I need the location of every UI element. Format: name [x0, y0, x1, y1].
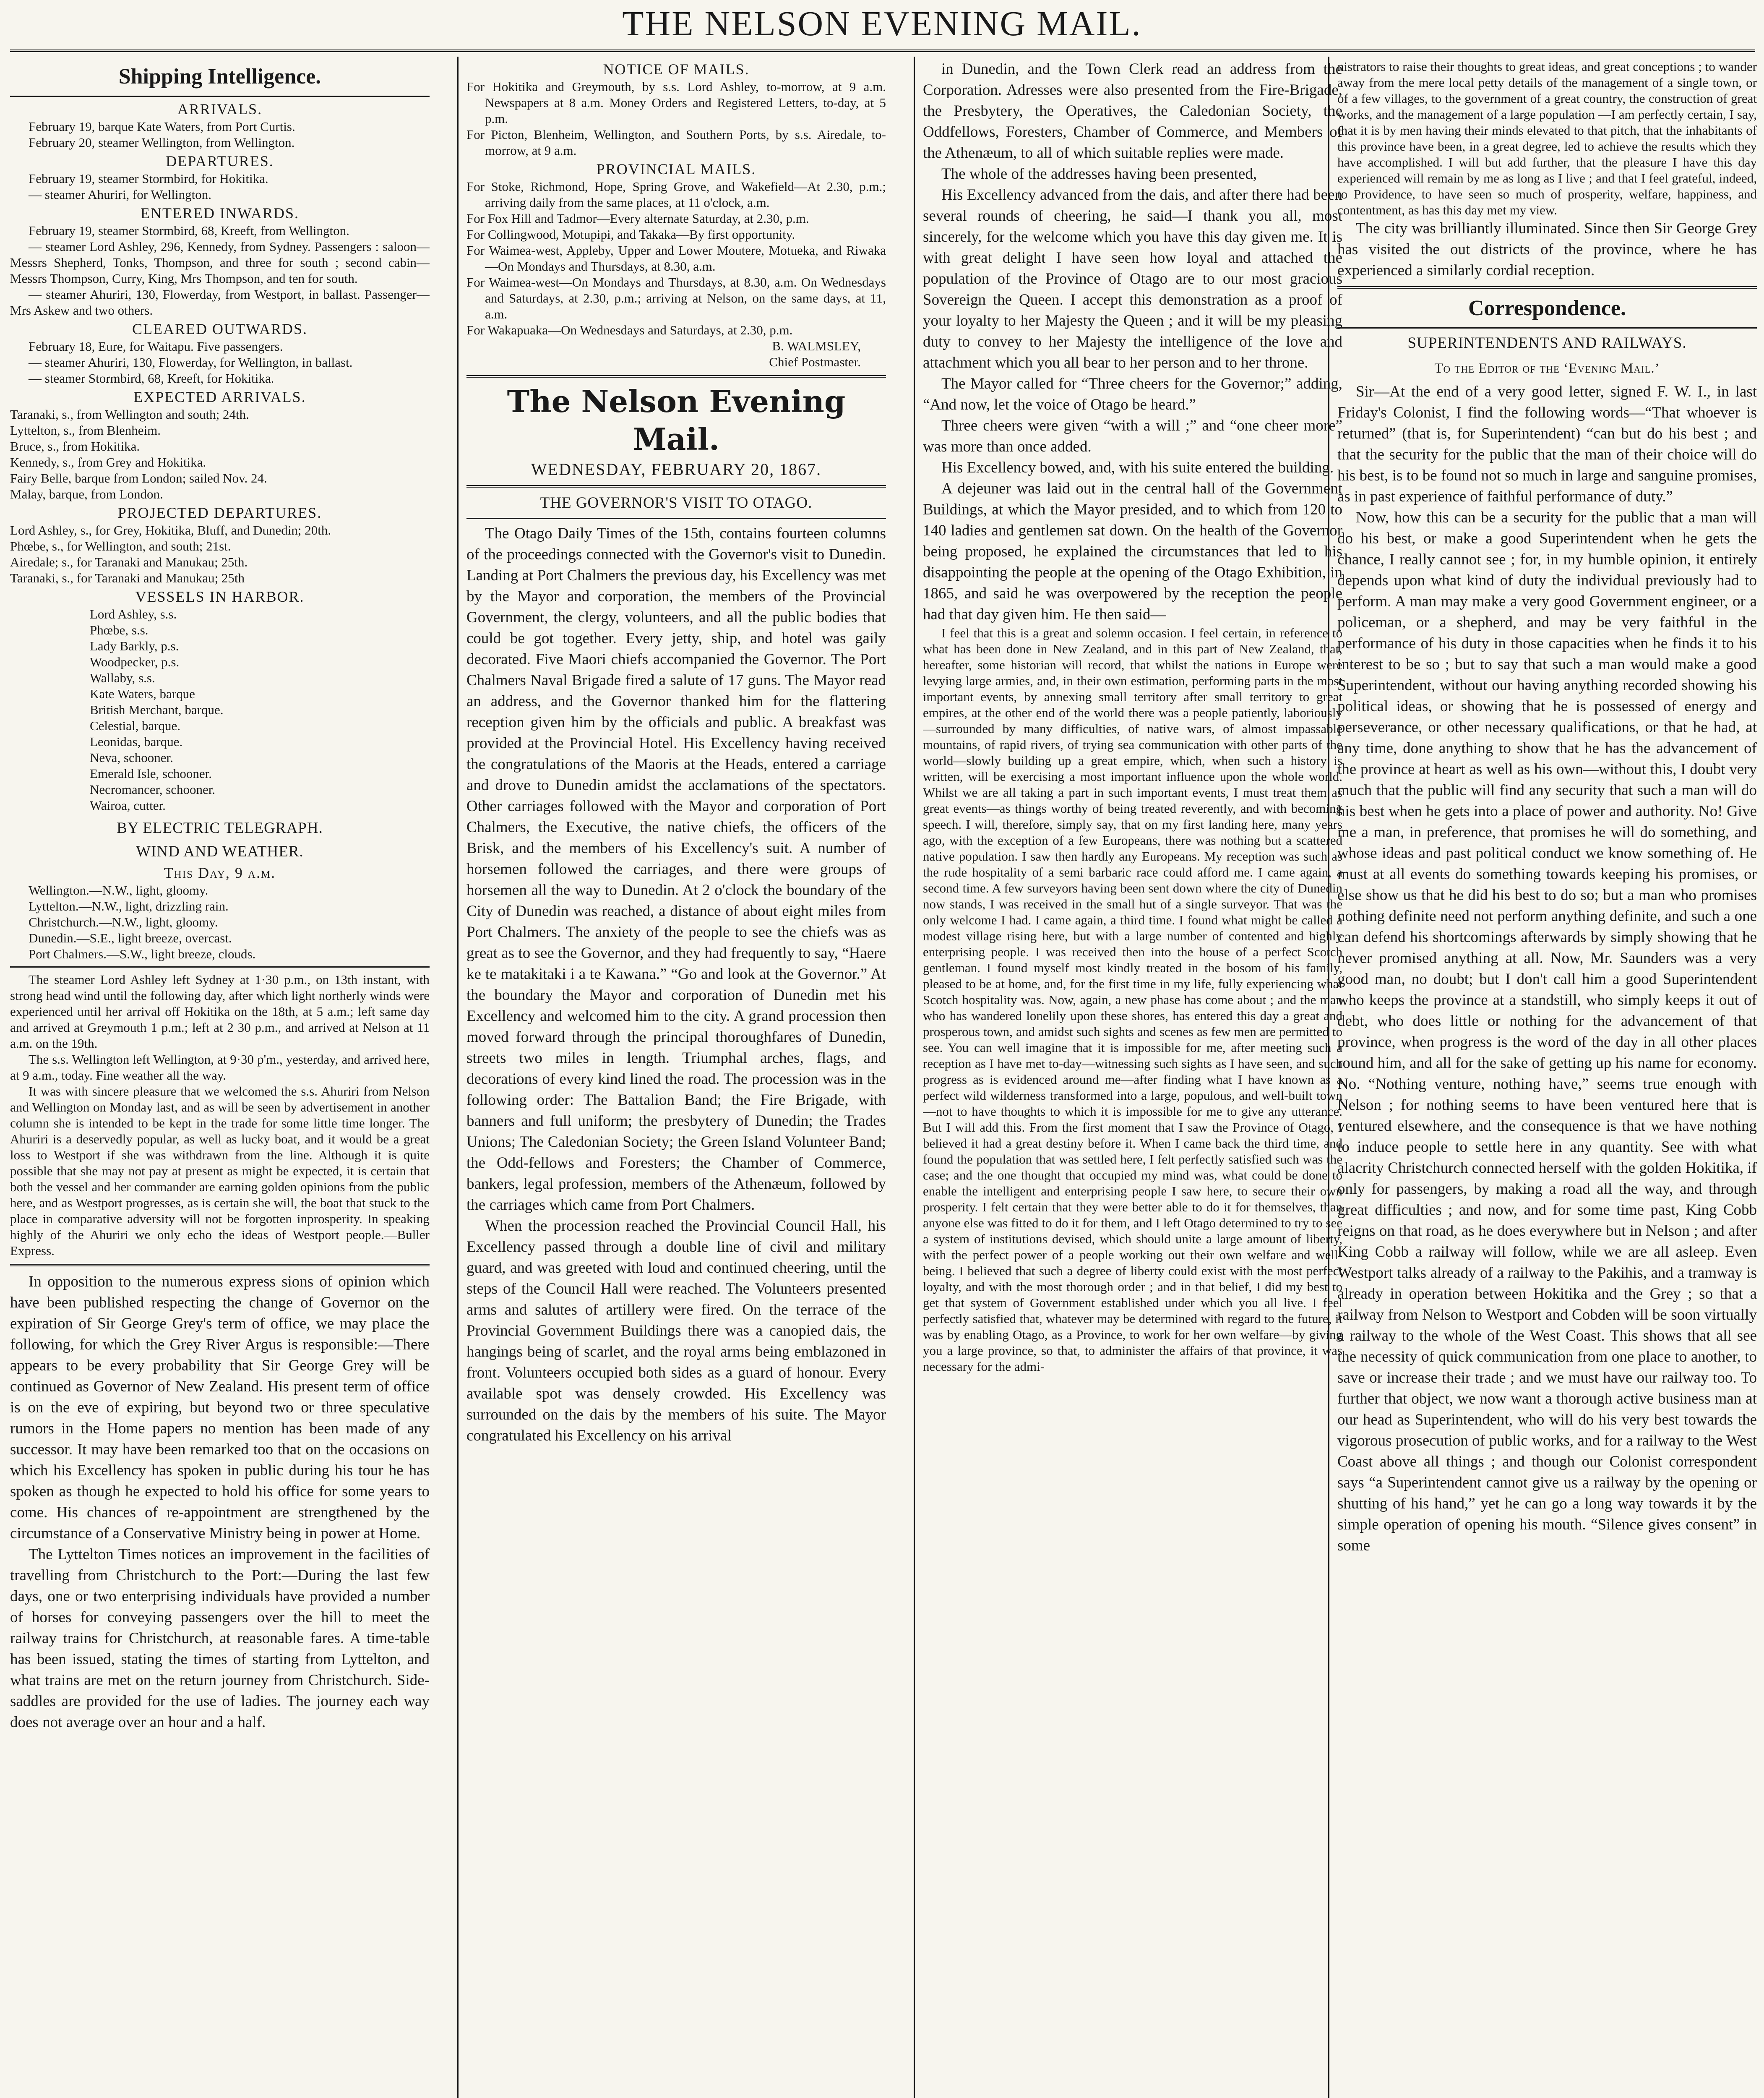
- letter-paragraph: Sir—At the end of a very good letter, signed F. W. I., in last Friday's Colonist, I find the following words—“That whoever is returned” (that is, for Superintendent) “can but do his best ; and that the security for the public that the man of their choice will do his best, is to be found not so much in large and sanguine promises, as in past experience of faithful performance of duty.”: [1337, 383, 1757, 505]
- mail-entry: For Picton, Blenheim, Wellington, and Southern Ports, by s.s. Airedale, to-morrow, at 9 a.m.: [466, 127, 886, 158]
- telegraph-title: BY ELECTRIC TELEGRAPH.: [117, 819, 323, 837]
- weather-date: This Day, 9 a.m.: [164, 864, 276, 881]
- article-paragraph: The city was brilliantly illuminated. Since then Sir George Grey has visited the out districts of the province, where he has experienced a similarly cordial reception.: [1337, 220, 1757, 279]
- expected-title: EXPECTED ARRIVALS.: [133, 389, 306, 405]
- expected-entry: Fairy Belle, barque from London; sailed Nov. 24.: [10, 471, 267, 485]
- provincial-entry: For Fox Hill and Tadmor—Every alternate Saturday, at 2.30, p.m.: [466, 211, 809, 226]
- vessel-item: Lord Ashley, s.s.: [90, 607, 177, 621]
- cleared-title: CLEARED OUTWARDS.: [132, 321, 307, 337]
- arrivals-title: ARRIVALS.: [177, 101, 263, 117]
- weather-entry: Wellington.—N.W., light, gloomy.: [29, 883, 208, 898]
- signature-name: B. WALMSLEY,: [772, 339, 861, 353]
- masthead-rule: [10, 50, 1755, 52]
- projected-entry: Lord Ashley, s., for Grey, Hokitika, Bluff, and Dunedin; 20th.: [10, 523, 331, 538]
- article-paragraph: The Lyttelton Times notices an improvement in the facilities of travelling from Christchurch to the Port:—During the last few days, one or two enterprising individuals have provided a number of horses for conveying passengers over the hill to meet the railway trains for Christchurch, at reasonable fares. A time-table has been issued, stating the times of starting from Lyttelton, and what trains are met on the return journey from Christchurch. Side-saddles are provided for the use of ladies. The journey each way does not average over an hour and a half.: [10, 1546, 430, 1731]
- notice-of-mails: [466, 61, 886, 370]
- expected-entry: Kennedy, s., from Grey and Hokitika.: [10, 455, 206, 470]
- article-paragraph: His Excellency bowed, and, with his suite entered the building.: [941, 459, 1334, 476]
- letter-title: SUPERINTENDENTS AND RAILWAYS.: [1407, 334, 1687, 352]
- vessel-item: Necromancer, schooner.: [90, 782, 216, 797]
- to-editor: To the Editor of the ‘Evening Mail.’: [1434, 361, 1660, 376]
- expected-entry: Taranaki, s., from Wellington and south; 24th.: [10, 407, 249, 422]
- rule: [10, 966, 430, 968]
- governor-speech-continued: nistrators to raise their thoughts to great ideas, and great conceptions ; to wander away from the mere local petty details of the management of a single town, or of a few villages, to the government of a great country, the construction of great works, and the management of a large population —I am perfectly certain, I say, that it is by men having their minds elevated to that pitch, that the inhabitants of this province have been, in a great degree, led to achieve the results which they have accomplished. I will but add further, that the pleasure I have this day experienced will remain by me as long as I live ; and that I feel grateful, indeed, to Providence, to have seen so much of prosperity, welfare, happiness, and contentment, as has this day met my view.: [1337, 59, 1757, 217]
- vessel-item: Lady Barkly, p.s.: [90, 639, 179, 653]
- correspondence-heading: Correspondence.: [1468, 296, 1626, 320]
- vessel-item: Celestial, barque.: [90, 718, 181, 733]
- column-divider: [914, 57, 915, 2098]
- cleared-entry: February 18, Eure, for Waitapu. Five passengers.: [29, 339, 283, 354]
- provincial-entry: For Waimea-west, Appleby, Upper and Lower Moutere, Motueka, and Riwaka—On Mondays and Thursdays, at 8.30, a.m.: [466, 243, 886, 274]
- departures-title: DEPARTURES.: [166, 153, 274, 170]
- mails-title: NOTICE OF MAILS.: [603, 61, 750, 78]
- departure-entry: February 19, steamer Stormbird, for Hokitika.: [29, 171, 268, 186]
- provincial-entry: For Waimea-west—On Mondays and Thursdays, at 8.30, a.m. On Wednesdays and Saturdays, at 2.30, p.m.; arriving at Nelson, on the same days, at 11, a.m.: [466, 275, 886, 321]
- provincial-entry: For Stoke, Richmond, Hope, Spring Grove, and Wakefield—At 2.30, p.m.; arriving daily from the same places, at 11 o'clock, a.m.: [466, 179, 886, 210]
- entered-entry: — steamer Ahuriri, 130, Flowerday, from Westport, in ballast. Passenger—Mrs Askew and two others.: [10, 287, 430, 318]
- vessel-item: Neva, schooner.: [90, 750, 173, 765]
- expected-entry: Lyttelton, s., from Blenheim.: [10, 423, 161, 438]
- weather-entry: Christchurch.—N.W., light, gloomy.: [29, 915, 218, 929]
- letter-paragraph: Now, how this can be a security for the public that a man will do his best, or make a good Superintendent when he gets the chance, I really cannot see ; for, in my humble opinion, it entirely depends upon what kind of duty the individual previously had to perform. A man may make a very good Government engineer, or a policeman, or a shepherd, and may be very faithful in the performance of his duty in those capacities when he finds it to his interest to be so ; but to say that such a man would make a good Superintendent, without our having anything recorded showing his political ideas, or showing that he is possessed of energy and perseverance, or other necessary qualifications, or that he had, at any time, done anything to show that he has the advancement of the province at heart as well as his own—without this, I doubt very much that the public will find any security that such a man will do his best when he gets into a place of power and authority. No! Give me a man, in preference, that promises he will do something, and whose ideas and past political conduct we know something of. He must at all events do something towards keeping his promises, or else show us that he did his best to do so; but a man who promises nothing definite need not perform anything definite, and such a one can defend his shortcomings afterwards by simply showing that he never promised anything at all. Now, Mr. Saunders was a very good man, no doubt; but I don't call him a good Superintendent who keeps the province at a standstill, who simply keeps it out of debt, who does little or nothing for the advancement of that province, when progress is the word of the day in all other places round him, and all for the sake of getting up his name for economy. No. “Nothing venture, nothing have,” seems true enough with Nelson ; for nothing seems to have been ventured here that is ventured elsewhere, and the consequence is that we have nothing to induce people to settle here in any quantity. See with what alacrity Christchurch connected herself with the golden Hokitika, if only for passengers, by making a road all the way, and through great difficulties ; and now, and for some time past, King Cobb reigns on that road, as he does everywhere but in Nelson ; and after King Cobb a railway will follow, while we are all asleep. Even Westport talks already of a railway to the Pakihis, and a tramway is already in operation between Hokitika and the Grey ; so that a railway from Nelson to Westport and Cobden will be soon virtually a railway to the whole of the West Coast. This shows that all see the necessity of quick communication from one place to another, to save or increase their trade ; and we must have our railway too. To further that object, we now want a thorough active business man at our head as Superintendent, who will do his very best towards the vigorous prosecution of public works, and for a railway to the West Coast above all things ; and though our Colonist correspondent says “a Superintendent cannot give us a railway by the opening or shutting of his hand,” yet he can go a long way towards it by the simple operation of opening his mouth. “Silence gives consent” in some: [1337, 509, 1757, 1554]
- cleared-entry: — steamer Stormbird, 68, Kreeft, for Hokitika.: [29, 371, 274, 386]
- shipping-intelligence: [10, 101, 430, 814]
- provincial-entry: For Wakapuaka—On Wednesdays and Saturdays, at 2.30, p.m.: [466, 323, 793, 337]
- vessel-item: Phœbe, s.s.: [90, 623, 149, 637]
- article-paragraph: The Mayor called for “Three cheers for the Governor;” adding, “And now, let the voice of Otago be heard.”: [923, 375, 1342, 413]
- projected-entry: Taranaki, s., for Taranaki and Manukau; 25th: [10, 571, 245, 585]
- vessels-list: [10, 606, 430, 814]
- article-paragraph: When the procession reached the Provincial Council Hall, his Excellency passed through a double line of civil and military guard, and was greeted with loud and continued cheering, until the steps of the Council Hall were reached. The Volunteers presented arms and salutes of artillery were fired. On the terrace of the Provincial Government Buildings there was a canopied dais, the hangings being of scarlet, and the royal arms being emblazoned in front. Volunteers occupied both sides as a guard of honour. Every available spot was densely crowded. His Excellency was surrounded on the dais by the members of his suite. The Mayor congratulated his Excellency on his arrival: [466, 1217, 886, 1444]
- weather-report: [10, 865, 430, 1259]
- shipping-heading: Shipping Intelligence.: [118, 65, 321, 89]
- news-paragraph: The s.s. Wellington left Wellington, at 9·30 p'm., yesterday, and arrived here, at 9 a.m., today. Fine weather all the way.: [10, 1052, 430, 1083]
- double-rule: [1337, 286, 1757, 289]
- vessel-item: Wallaby, s.s.: [90, 671, 155, 685]
- article-title: THE GOVERNOR'S VISIT TO OTAGO.: [540, 494, 813, 511]
- arrival-entry: February 20, steamer Wellington, from Wellington.: [29, 135, 295, 150]
- projected-title: PROJECTED DEPARTURES.: [117, 504, 322, 521]
- signature-title: Chief Postmaster.: [769, 355, 861, 369]
- vessel-item: British Merchant, barque.: [90, 702, 224, 717]
- article-paragraph: in Dunedin, and the Town Clerk read an address from the Corporation. Adresses were also presented from the Fire-Brigade, the Presbytery, the Operatives, the Caledonian Society, the Oddfellows, Foresters, Chamber of Commerce, and Members of the Athenæum, to all of which suitable replies were made.: [923, 60, 1342, 162]
- rule: [466, 518, 886, 519]
- weather-title: WIND AND WEATHER.: [136, 843, 304, 860]
- column-divider: [457, 57, 459, 2098]
- article-paragraph: In opposition to the numerous express sions of opinion which have been published respecting the change of Governor on the expiration of Sir George Grey's term of office, we may place the following, for which the Grey River Argus is responsible:—There appears to be every probability that Sir George Grey will be continued as Governor of New Zealand. His present term of office is on the eve of expiring, but beyond two or three speculative rumors in the Home papers no mention has been made of any successor. It may have been remarked too that on the occasions on which his Excellency has spoken in public during his tour he has spoken as though he expected to hold his office for some years to come. His chances of re-appointment are strengthened by the circumstance of a Conservative Ministry being in power at Home.: [10, 1273, 430, 1542]
- column-2: [466, 59, 886, 2098]
- double-rule: [466, 375, 886, 378]
- vessel-item: Wairoa, cutter.: [90, 798, 166, 813]
- article-paragraph: The Otago Daily Times of the 15th, contains fourteen columns of the proceedings connected with the Governor's visit to Dunedin. Landing at Port Chalmers the previous day, his Excellency was met by the Mayor and corporation, the members of the Provincial Government, the clergy, volunteers, and all the public bodies that could be got together. Every jetty, ship, and hotel was gaily decorated. Five Maori chiefs accompanied the Governor. The Port Chalmers Naval Brigade fired a salute of 17 guns. The Mayor read an address, and the Governor thanked him for the flattering reception given him by the officials and public. A breakfast was provided at the Provincial Hotel. His Excellency having received the congratulations of the Maoris at the Heads, entered a carriage and drove to Dunedin amidst the acclamations of the spectators. Other carriages followed with the Mayor and corporation of Port Chalmers, the Executive, the native chiefs, the officers of the Brisk, and the members of his Excellency's suit. A number of horsemen followed the carriages, and there were groups of horsemen all the way to Dunedin. At 2 o'clock the boundary of the City of Dunedin was reached, a distance of about eight miles from Port Chalmers. The anxiety of the people to see the chiefs was as great as to see the Governor, and they had frequently to say, “Haere ke te matakitaki i a te Kawana.” “Go and look at the Governor.” At the boundary the Mayor and corporation of Dunedin met his Excellency and welcomed him to the city. A grand procession then moved forward through the principal thoroughfares of Dunedin, streets two miles in length. Triumphal arches, flags, and decorations of every kind lined the road. The procession was in the following order: The Battalion Band; the Fire Brigade, with banners and full uniform; the presbytery of Dunedin; the Trades Unions; The Caledonian Society; the Green Island Volunteer Band; the Odd-fellows and Foresters; the Chamber of Commerce, bankers, legal profession, members of the Athenæum, followed by the carriages which came from Port Chalmers.: [466, 525, 886, 1213]
- vessel-item: Leonidas, barque.: [90, 734, 183, 749]
- expected-entry: Malay, barque, from London.: [10, 487, 163, 501]
- weather-entry: Dunedin.—S.E., light breeze, overcast.: [29, 931, 232, 945]
- cleared-entry: — steamer Ahuriri, 130, Flowerday, for Wellington, in ballast.: [29, 355, 353, 370]
- projected-entry: Airedale; s., for Taranaki and Manukau; 25th.: [10, 555, 248, 569]
- vessels-title: VESSELS IN HARBOR.: [135, 588, 305, 605]
- vessel-item: Kate Waters, barque: [90, 686, 195, 701]
- provincial-entry: For Collingwood, Motupipi, and Takaka—By first opportunity.: [466, 227, 795, 242]
- column-3: [923, 59, 1342, 2098]
- rule: [1337, 327, 1757, 329]
- arrival-entry: February 19, barque Kate Waters, from Port Curtis.: [29, 119, 295, 134]
- vessel-item: Emerald Isle, schooner.: [90, 766, 212, 781]
- projected-entry: Phœbe, s., for Wellington, and south; 21st.: [10, 539, 231, 553]
- double-rule: [466, 485, 886, 488]
- news-paragraph: The steamer Lord Ashley left Sydney at 1·30 p.m., on 13th instant, with strong head wind until the following day, after which light northerly winds were experienced until her arrival off Hokitika on the 18th, at 5 a.m.; left same day and arrived at Greymouth 1 p.m.; left at 2 30 p.m., and arrived at Nelson at 11 a.m. on the 19th.: [10, 972, 430, 1051]
- weather-entry: Port Chalmers.—S.W., light breeze, clouds.: [29, 947, 256, 961]
- expected-entry: Bruce, s., from Hokitika.: [10, 439, 140, 454]
- entered-title: ENTERED INWARDS.: [141, 205, 299, 222]
- masthead: THE NELSON EVENING MAIL.: [622, 4, 1142, 43]
- news-paragraph: It was with sincere pleasure that we welcomed the s.s. Ahuriri from Nelson and Wellington on Monday last, and as will be seen by advertisement in another column she is intended to be kept in the trade for some little time longer. The Ahuriri is a deservedly popular, as well as lucky boat, and it would be a great loss to Westport if she was withdrawn from the line. Although it is quite possible that she may not pay at present as might be expected, it is certain that both the vessel and her commander are earning golden opinions from the public here, and as Westport progresses, as is certain she will, the boat that stuck to the place in comparative adversity will not be forgotten inprosperity. In speaking highly of the Ahuriri we only echo the ideas of Westport people.—Buller Express.: [10, 1084, 430, 1258]
- article-paragraph: A dejeuner was laid out in the central hall of the Government Buildings, at which the Mayor presided, and to which from 120 to 140 ladies and gentlemen sat down. On the health of the Governor being proposed, he explained the circumstances that led to his disappointing the people at the opening of the Otago Exhibition, in 1865, and said he was overpowered by the reception the people had that day given him. He then said—: [923, 480, 1342, 623]
- issue-date: WEDNESDAY, FEBRUARY 20, 1867.: [531, 460, 822, 479]
- article-paragraph: The whole of the addresses having been presented,: [941, 165, 1257, 183]
- double-rule: [10, 1264, 430, 1266]
- governor-speech: I feel that this is a great and solemn occasion. I feel certain, in reference to what has been done in New Zealand, and in this part of New Zealand, that, hereafter, some historian will record, that whilst the nations in Europe were levying large armies, and, in their own estimation, performing parts in the most important events, by annexing small territory after small territory to great empires, at the other end of the world there was a people patiently, laboriously—surrounded by many difficulties, of native wars, of almost impassable mountains, of rapid rivers, of trying sea communication with other parts of the world—slowly building up a great empire, which, when such a history is written, will be exercising a most important influence upon the whole world. Whilst we are all taking a part in such important events, I must treat them as great events—as things worthy of being treated reverently, and with becoming speech. I will, therefore, simply say, that on my first landing here, many years ago, with the exception of a few Europeans, there was nothing but a scattered native population. I saw then hardly any Europeans. My reception was such as the rude hospitality of a semi barbaric race could afford me. I came again, a second time. A few surveyors having been sent down where the city of Dunedin now stands, I was received in the small hut of a single surveyor. That was the only welcome I had. I came again, a third time. I found what might be called a modest village rising here, but with a large number of contented and highly enterprising people. I was received then into the house of a perfect Scotch gentleman. I found myself most kindly treated in the bosom of his family, pleased to be at home, and, for the first time in my life, fully experiencing what Scotch hospitality was. Now, again, a new phase has come about ; and the man who has wandered lonelily upon these shores, has entered this day a great and prosperous town, and amidst such sights and scenes as few men are permitted to see. You can well imagine that it is impossible for me, after meeting such a reception as I have met to-day—witnessing such sights as I have seen, and such progress as is evidenced around me—after finding what I have known as a perfect wild wilderness transformed into a large, populous, and well-built town—not to have thoughts to which it is impossible for me to give any utterance. But I will add this. From the first moment that I saw the Province of Otago, I believed it had a great destiny before it. When I came back the third time, and found the population that was settled here, I felt perfectly satisfied such was the case; and the one thought that occupied my mind was, what could be done to enable the intelligent and enterprising people I saw here, to secure their own prosperity. I felt certain that they were better able to do it for themselves, than anyone else was fitted to do it for them, and I left Otago determined to try to see a system of institutions devised, which should unite a large amount of liberty, with the perfect power of a people working out their own welfare and well-being. I believed that such a degree of liberty could exist with the most perfect loyalty, and with the most thorough order ; and in that belief, I did my best to get that system of Government established under which you all live. I feel perfectly satisfied that, whatever may be determined with regard to the future, it was by enabling Otago, as a Province, to work for her own welfare—by giving you a large province, so that, to administer the affairs of that province, it was necessary for the admi-: [923, 626, 1342, 1374]
- departure-entry: — steamer Ahuriri, for Wellington.: [29, 187, 212, 202]
- weather-entry: Lyttelton.—N.W., light, drizzling rain.: [29, 899, 229, 913]
- entered-entry: February 19, steamer Stormbird, 68, Kreeft, from Wellington.: [29, 223, 349, 238]
- column-4: [1337, 59, 1757, 2098]
- article-paragraph: Three cheers were given “with a will ;” and “one cheer more” was more than once added.: [923, 417, 1342, 455]
- column-1: [10, 59, 430, 2098]
- paper-title: The Nelson Evening Mail.: [507, 384, 846, 457]
- mail-entry: For Hokitika and Greymouth, by s.s. Lord Ashley, to-morrow, at 9 a.m. Newspapers at 8 a.m. Money Orders and Registered Letters, to-day, at 5 p.m.: [466, 79, 886, 126]
- rule: [10, 96, 430, 97]
- entered-entry: — steamer Lord Ashley, 296, Kennedy, from Sydney. Passengers : saloon—Messrs Shepherd, Tonks, Thompson, and three for south ; second cabin—Messrs Thompson, Curry, King, Mrs Thompson, and ten for south.: [10, 239, 430, 286]
- provincial-title: PROVINCIAL MAILS.: [596, 161, 756, 177]
- article-paragraph: His Excellency advanced from the dais, and after there had been several rounds of cheering, he said—I thank you all, most sincerely, for the welcome which you have this day given me. It is with great delight I have seen how loyal and attached the population of the Province of Otago are to our most gracious Sovereign the Queen. I accept this demonstration as a proof of your loyalty to her Majesty the Queen ; and it will be my pleasing duty to convey to her Majesty the intelligence of the love and attachment which you all bear to her person and to her throne.: [923, 186, 1342, 371]
- vessel-item: Woodpecker, p.s.: [90, 655, 180, 669]
